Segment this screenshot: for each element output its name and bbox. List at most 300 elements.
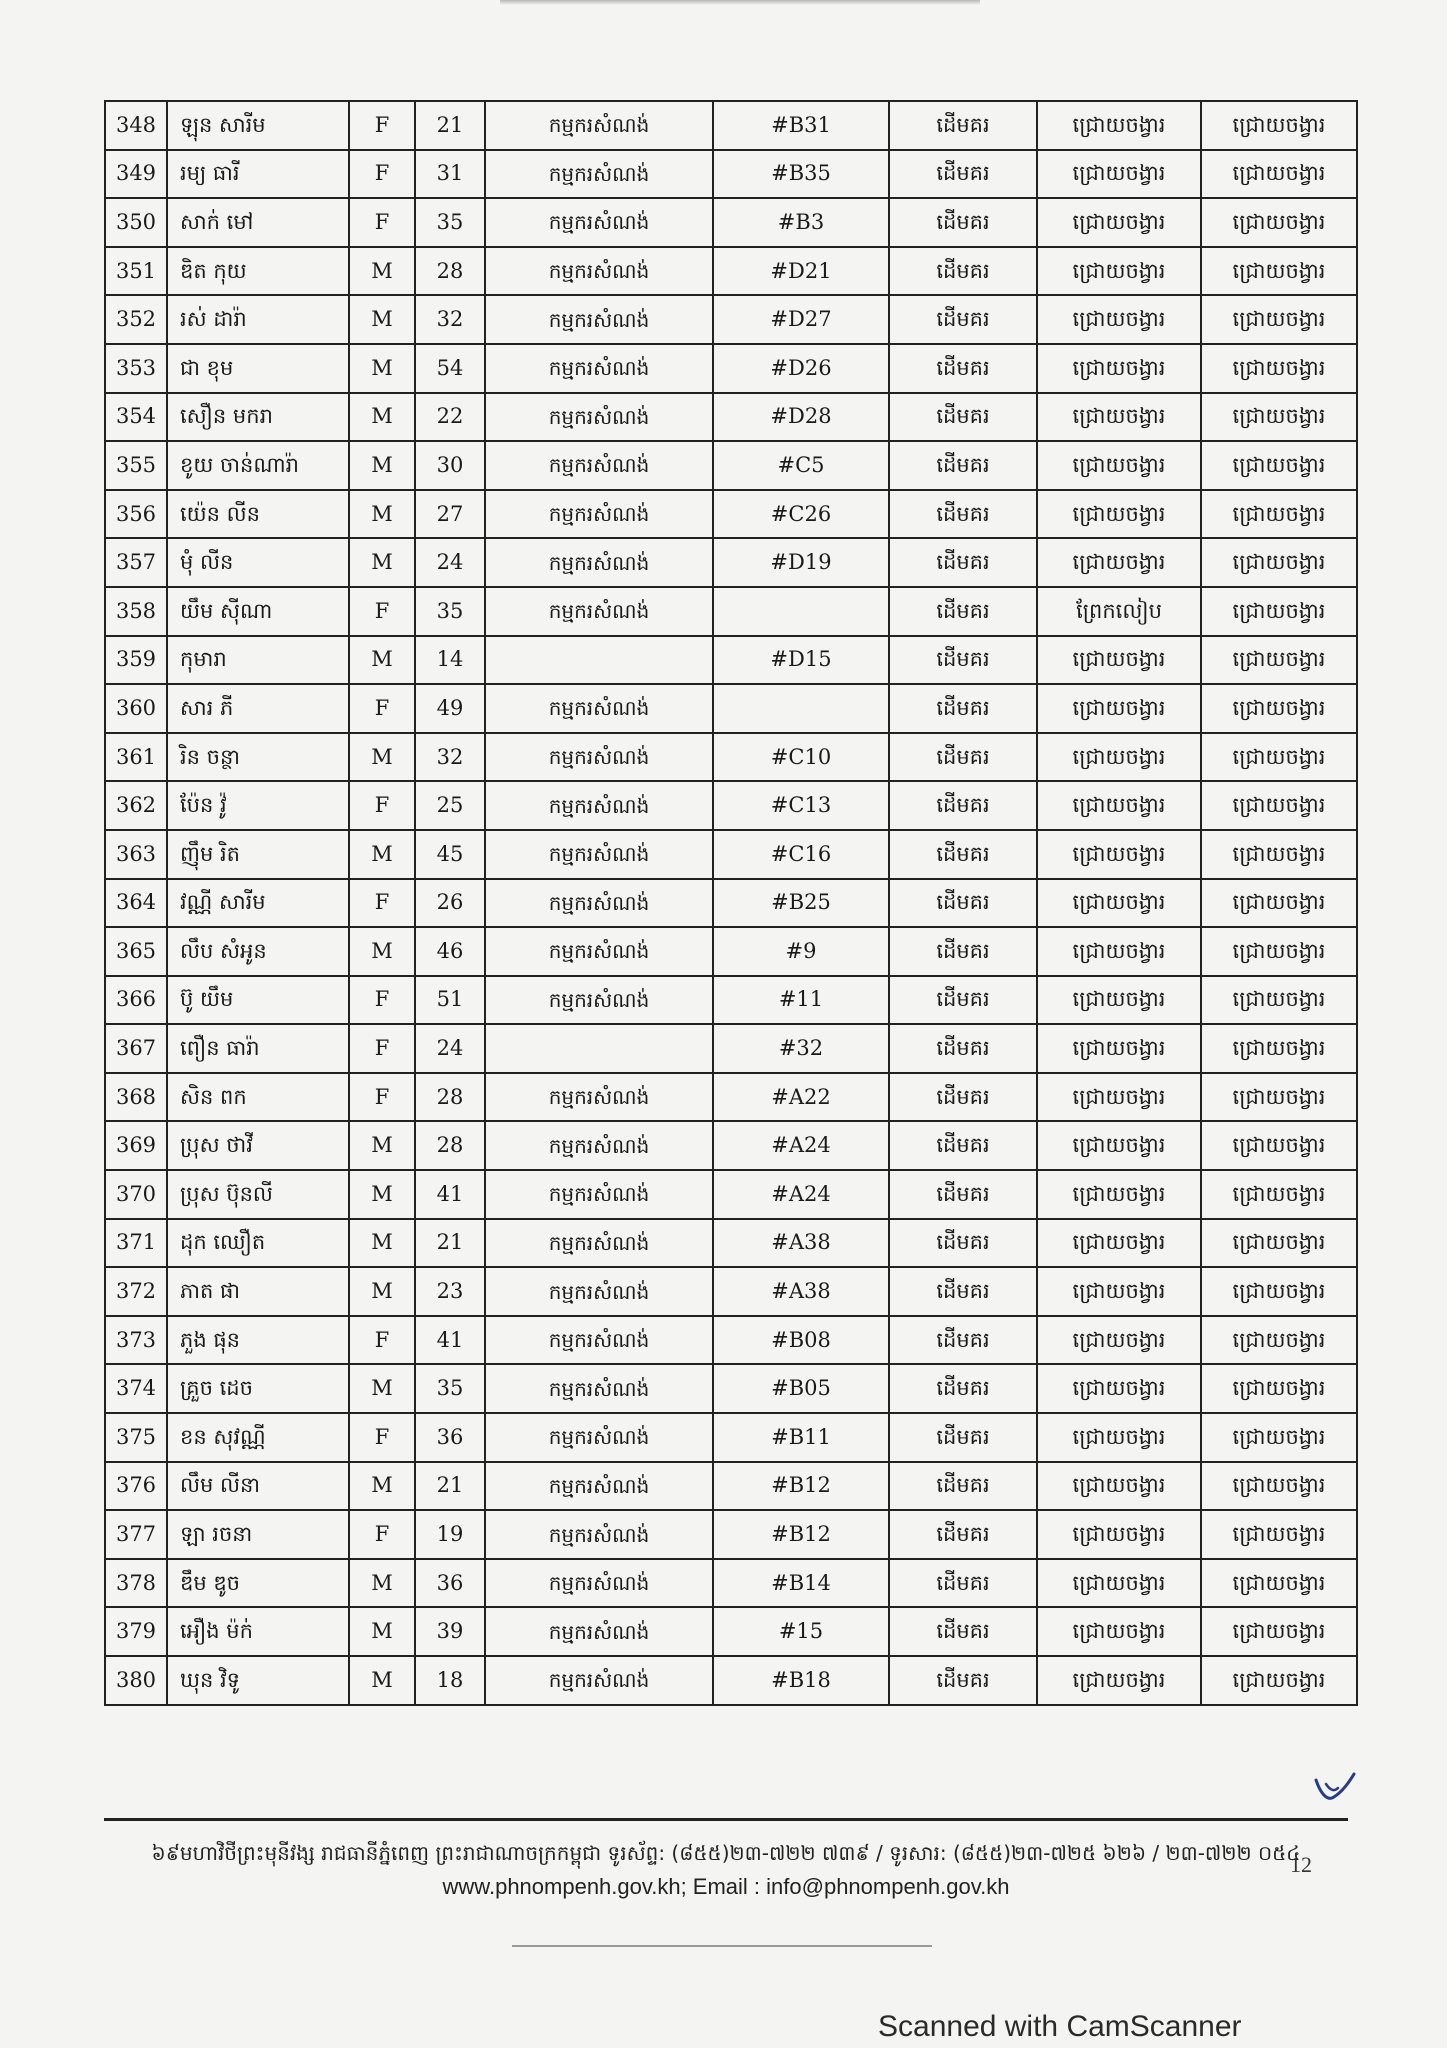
cell-age: 28 xyxy=(415,1121,485,1170)
cell-house-number: #B31 xyxy=(713,101,889,150)
cell-age: 30 xyxy=(415,441,485,490)
cell-house-number xyxy=(713,587,889,636)
cell-district: ជ្រោយចង្វារ xyxy=(1201,1510,1357,1559)
cell-sex: M xyxy=(349,1559,415,1608)
cell-age: 41 xyxy=(415,1316,485,1365)
cell-person-name: សារ ភី xyxy=(167,684,349,733)
cell-sex: F xyxy=(349,587,415,636)
table-row xyxy=(105,1170,1357,1219)
cell-age: 28 xyxy=(415,1073,485,1122)
table-row xyxy=(105,441,1357,490)
cell-age: 24 xyxy=(415,1024,485,1073)
cell-age: 36 xyxy=(415,1559,485,1608)
cell-village: ដើមគរ xyxy=(889,538,1037,587)
cell-person-name: ប្រុស ថាវី xyxy=(167,1121,349,1170)
footer-divider xyxy=(104,1818,1348,1821)
cell-person-name: វណ្ណី សារីម xyxy=(167,879,349,928)
cell-house-number: #B05 xyxy=(713,1364,889,1413)
cell-row-number: 373 xyxy=(105,1316,167,1365)
cell-sex: M xyxy=(349,490,415,539)
cell-village: ដើមគរ xyxy=(889,1607,1037,1656)
cell-row-number: 349 xyxy=(105,150,167,199)
cell-village: ដើមគរ xyxy=(889,1656,1037,1705)
cell-occupation: កម្មករសំណង់ xyxy=(485,1559,713,1608)
table-row xyxy=(105,393,1357,442)
cell-person-name: រម្យ ធារី xyxy=(167,150,349,199)
cell-commune: ជ្រោយចង្វារ xyxy=(1037,781,1201,830)
cell-row-number: 360 xyxy=(105,684,167,733)
cell-commune: ជ្រោយចង្វារ xyxy=(1037,1219,1201,1268)
table-row xyxy=(105,344,1357,393)
cell-sex: M xyxy=(349,1462,415,1511)
table-row xyxy=(105,636,1357,685)
cell-commune: ជ្រោយចង្វារ xyxy=(1037,490,1201,539)
cell-house-number: #B12 xyxy=(713,1462,889,1511)
cell-age: 25 xyxy=(415,781,485,830)
cell-village: ដើមគរ xyxy=(889,1219,1037,1268)
cell-district: ជ្រោយចង្វារ xyxy=(1201,1364,1357,1413)
table-row xyxy=(105,1413,1357,1462)
table-row xyxy=(105,1510,1357,1559)
table-row xyxy=(105,150,1357,199)
cell-house-number: #C13 xyxy=(713,781,889,830)
table-row xyxy=(105,879,1357,928)
table-row xyxy=(105,490,1357,539)
cell-district: ជ្រោយចង្វារ xyxy=(1201,684,1357,733)
cell-occupation: កម្មករសំណង់ xyxy=(485,538,713,587)
cell-person-name: ខូយ ចាន់ណារ៉ា xyxy=(167,441,349,490)
cell-district: ជ្រោយចង្វារ xyxy=(1201,198,1357,247)
cell-commune: ជ្រោយចង្វារ xyxy=(1037,1559,1201,1608)
cell-person-name: ភួង ផុន xyxy=(167,1316,349,1365)
cell-house-number: #C10 xyxy=(713,733,889,782)
table-row xyxy=(105,1656,1357,1705)
cell-district: ជ្រោយចង្វារ xyxy=(1201,781,1357,830)
cell-village: ដើមគរ xyxy=(889,1121,1037,1170)
cell-house-number: #B25 xyxy=(713,879,889,928)
cell-sex: M xyxy=(349,927,415,976)
cell-occupation: កម្មករសំណង់ xyxy=(485,295,713,344)
cell-district: ជ្រោយចង្វារ xyxy=(1201,636,1357,685)
cell-row-number: 367 xyxy=(105,1024,167,1073)
cell-row-number: 377 xyxy=(105,1510,167,1559)
cell-person-name: សឿន មករា xyxy=(167,393,349,442)
cell-sex: M xyxy=(349,1656,415,1705)
cell-village: ដើមគរ xyxy=(889,1462,1037,1511)
cell-row-number: 368 xyxy=(105,1073,167,1122)
cell-village: ដើមគរ xyxy=(889,1510,1037,1559)
cell-village: ដើមគរ xyxy=(889,150,1037,199)
table-row xyxy=(105,927,1357,976)
table-row xyxy=(105,976,1357,1025)
cell-district: ជ្រោយចង្វារ xyxy=(1201,393,1357,442)
cell-sex: M xyxy=(349,1364,415,1413)
cell-house-number: #C16 xyxy=(713,830,889,879)
cell-commune: ជ្រោយចង្វារ xyxy=(1037,1024,1201,1073)
cell-occupation xyxy=(485,1024,713,1073)
page-number: 12 xyxy=(1290,1852,1312,1877)
cell-occupation: កម្មករសំណង់ xyxy=(485,830,713,879)
cell-age: 21 xyxy=(415,1462,485,1511)
cell-occupation: កម្មករសំណង់ xyxy=(485,733,713,782)
cell-village: ដើមគរ xyxy=(889,198,1037,247)
cell-sex: F xyxy=(349,684,415,733)
cell-house-number: #15 xyxy=(713,1607,889,1656)
cell-commune: ជ្រោយចង្វារ xyxy=(1037,1073,1201,1122)
cell-row-number: 351 xyxy=(105,247,167,296)
cell-age: 23 xyxy=(415,1267,485,1316)
cell-sex: M xyxy=(349,393,415,442)
cell-row-number: 348 xyxy=(105,101,167,150)
cell-village: ដើមគរ xyxy=(889,733,1037,782)
cell-person-name: ដុក ឈឿត xyxy=(167,1219,349,1268)
table-row xyxy=(105,684,1357,733)
cell-person-name: យឹម ស៊ីណា xyxy=(167,587,349,636)
cell-sex: M xyxy=(349,441,415,490)
cell-house-number: #9 xyxy=(713,927,889,976)
cell-age: 35 xyxy=(415,1364,485,1413)
cell-commune: ជ្រោយចង្វារ xyxy=(1037,976,1201,1025)
cell-occupation: កម្មករសំណង់ xyxy=(485,150,713,199)
cell-village: ដើមគរ xyxy=(889,1316,1037,1365)
cell-village: ដើមគរ xyxy=(889,781,1037,830)
cell-age: 41 xyxy=(415,1170,485,1219)
table-row xyxy=(105,1219,1357,1268)
cell-occupation: កម្មករសំណង់ xyxy=(485,1364,713,1413)
cell-sex: M xyxy=(349,1219,415,1268)
cell-village: ដើមគរ xyxy=(889,1364,1037,1413)
cell-row-number: 358 xyxy=(105,587,167,636)
cell-person-name: យ៉េន លីន xyxy=(167,490,349,539)
cell-commune: ជ្រោយចង្វារ xyxy=(1037,247,1201,296)
cell-district: ជ្រោយចង្វារ xyxy=(1201,927,1357,976)
cell-sex: F xyxy=(349,150,415,199)
cell-district: ជ្រោយចង្វារ xyxy=(1201,587,1357,636)
cell-house-number: #D15 xyxy=(713,636,889,685)
scan-top-shadow xyxy=(500,0,980,5)
cell-person-name: ឡា រចនា xyxy=(167,1510,349,1559)
cell-row-number: 365 xyxy=(105,927,167,976)
cell-occupation: កម្មករសំណង់ xyxy=(485,441,713,490)
cell-occupation: កម្មករសំណង់ xyxy=(485,1607,713,1656)
cell-sex: M xyxy=(349,344,415,393)
cell-village: ដើមគរ xyxy=(889,1024,1037,1073)
cell-house-number: #D27 xyxy=(713,295,889,344)
cell-district: ជ្រោយចង្វារ xyxy=(1201,1121,1357,1170)
cell-commune: ជ្រោយចង្វារ xyxy=(1037,1170,1201,1219)
cell-occupation: កម្មករសំណង់ xyxy=(485,781,713,830)
cell-occupation: កម្មករសំណង់ xyxy=(485,927,713,976)
cell-occupation: កម្មករសំណង់ xyxy=(485,1316,713,1365)
cell-house-number: #A38 xyxy=(713,1267,889,1316)
cell-house-number: #C5 xyxy=(713,441,889,490)
cell-sex: F xyxy=(349,781,415,830)
cell-house-number: #B11 xyxy=(713,1413,889,1462)
cell-commune: ជ្រោយចង្វារ xyxy=(1037,441,1201,490)
cell-commune: ជ្រោយចង្វារ xyxy=(1037,1267,1201,1316)
table-row xyxy=(105,587,1357,636)
cell-commune: ជ្រោយចង្វារ xyxy=(1037,393,1201,442)
cell-occupation: កម្មករសំណង់ xyxy=(485,587,713,636)
cell-occupation xyxy=(485,636,713,685)
cell-house-number: #D19 xyxy=(713,538,889,587)
cell-commune: ជ្រោយចង្វារ xyxy=(1037,1656,1201,1705)
cell-village: ដើមគរ xyxy=(889,1559,1037,1608)
cell-person-name: កុមារា xyxy=(167,636,349,685)
cell-row-number: 380 xyxy=(105,1656,167,1705)
cell-village: ដើមគរ xyxy=(889,1267,1037,1316)
cell-person-name: មុំ លីន xyxy=(167,538,349,587)
cell-person-name: ជា ខុម xyxy=(167,344,349,393)
cell-occupation: កម្មករសំណង់ xyxy=(485,976,713,1025)
table-row xyxy=(105,1364,1357,1413)
cell-row-number: 362 xyxy=(105,781,167,830)
cell-occupation: កម្មករសំណង់ xyxy=(485,198,713,247)
cell-occupation: កម្មករសំណង់ xyxy=(485,1656,713,1705)
cell-village: ដើមគរ xyxy=(889,1170,1037,1219)
cell-district: ជ្រោយចង្វារ xyxy=(1201,344,1357,393)
table-row xyxy=(105,538,1357,587)
table-row xyxy=(105,1462,1357,1511)
cell-commune: ជ្រោយចង្វារ xyxy=(1037,344,1201,393)
cell-row-number: 355 xyxy=(105,441,167,490)
table-row xyxy=(105,830,1357,879)
table-row xyxy=(105,1607,1357,1656)
table-row xyxy=(105,1073,1357,1122)
cell-commune: ជ្រោយចង្វារ xyxy=(1037,150,1201,199)
cell-village: ដើមគរ xyxy=(889,1413,1037,1462)
cell-occupation: កម្មករសំណង់ xyxy=(485,684,713,733)
table-row xyxy=(105,295,1357,344)
bottom-divider xyxy=(512,1945,932,1947)
cell-person-name: សាក់ មៅ xyxy=(167,198,349,247)
cell-age: 28 xyxy=(415,247,485,296)
cell-district: ជ្រោយចង្វារ xyxy=(1201,1267,1357,1316)
cell-sex: M xyxy=(349,295,415,344)
cell-person-name: ប៉ែន វ៉ូ xyxy=(167,781,349,830)
cell-sex: F xyxy=(349,1510,415,1559)
cell-commune: ជ្រោយចង្វារ xyxy=(1037,1510,1201,1559)
cell-person-name: លឹម លីនា xyxy=(167,1462,349,1511)
cell-age: 36 xyxy=(415,1413,485,1462)
cell-person-name: ប្រុស ប៊ុនលី xyxy=(167,1170,349,1219)
cell-district: ជ្រោយចង្វារ xyxy=(1201,733,1357,782)
table-row xyxy=(105,247,1357,296)
cell-sex: M xyxy=(349,538,415,587)
cell-commune: ជ្រោយចង្វារ xyxy=(1037,1413,1201,1462)
cell-row-number: 378 xyxy=(105,1559,167,1608)
cell-age: 21 xyxy=(415,101,485,150)
cell-sex: F xyxy=(349,101,415,150)
cell-district: ជ្រោយចង្វារ xyxy=(1201,1462,1357,1511)
cell-row-number: 372 xyxy=(105,1267,167,1316)
cell-sex: M xyxy=(349,1267,415,1316)
table-row xyxy=(105,1267,1357,1316)
cell-row-number: 375 xyxy=(105,1413,167,1462)
cell-occupation: កម្មករសំណង់ xyxy=(485,1073,713,1122)
cell-occupation: កម្មករសំណង់ xyxy=(485,1413,713,1462)
cell-house-number: #B08 xyxy=(713,1316,889,1365)
cell-village: ដើមគរ xyxy=(889,247,1037,296)
table-row xyxy=(105,781,1357,830)
cell-village: ដើមគរ xyxy=(889,830,1037,879)
cell-sex: F xyxy=(349,1413,415,1462)
cell-village: ដើមគរ xyxy=(889,101,1037,150)
table-row xyxy=(105,1559,1357,1608)
cell-village: ដើមគរ xyxy=(889,393,1037,442)
cell-age: 39 xyxy=(415,1607,485,1656)
cell-house-number: #A24 xyxy=(713,1170,889,1219)
table-row xyxy=(105,1121,1357,1170)
cell-age: 24 xyxy=(415,538,485,587)
cell-occupation: កម្មករសំណង់ xyxy=(485,1219,713,1268)
cell-person-name: អឿង ម៉ក់ xyxy=(167,1607,349,1656)
cell-sex: F xyxy=(349,198,415,247)
cell-commune: ជ្រោយចង្វារ xyxy=(1037,830,1201,879)
cell-sex: F xyxy=(349,879,415,928)
roster-sheet xyxy=(104,100,1356,1706)
cell-commune: ជ្រោយចង្វារ xyxy=(1037,101,1201,150)
cell-row-number: 357 xyxy=(105,538,167,587)
cell-row-number: 352 xyxy=(105,295,167,344)
cell-row-number: 350 xyxy=(105,198,167,247)
cell-district: ជ្រោយចង្វារ xyxy=(1201,1413,1357,1462)
cell-age: 32 xyxy=(415,295,485,344)
cell-house-number: #C26 xyxy=(713,490,889,539)
cell-age: 31 xyxy=(415,150,485,199)
cell-district: ជ្រោយចង្វារ xyxy=(1201,441,1357,490)
cell-village: ដើមគរ xyxy=(889,295,1037,344)
cell-house-number: #11 xyxy=(713,976,889,1025)
cell-person-name: លឹប សំអូន xyxy=(167,927,349,976)
cell-occupation: កម្មករសំណង់ xyxy=(485,1170,713,1219)
cell-district: ជ្រោយចង្វារ xyxy=(1201,101,1357,150)
cell-house-number: #B3 xyxy=(713,198,889,247)
cell-row-number: 353 xyxy=(105,344,167,393)
cell-age: 54 xyxy=(415,344,485,393)
cell-village: ដើមគរ xyxy=(889,976,1037,1025)
cell-occupation: កម្មករសំណង់ xyxy=(485,1462,713,1511)
cell-row-number: 374 xyxy=(105,1364,167,1413)
cell-age: 18 xyxy=(415,1656,485,1705)
cell-person-name: ខន សុវណ្ណី xyxy=(167,1413,349,1462)
cell-occupation: កម្មករសំណង់ xyxy=(485,1267,713,1316)
roster-body xyxy=(105,101,1357,1705)
cell-house-number: #A22 xyxy=(713,1073,889,1122)
cell-occupation: កម្មករសំណង់ xyxy=(485,247,713,296)
cell-village: ដើមគរ xyxy=(889,587,1037,636)
cell-row-number: 361 xyxy=(105,733,167,782)
cell-district: ជ្រោយចង្វារ xyxy=(1201,1656,1357,1705)
cell-commune: ជ្រោយចង្វារ xyxy=(1037,927,1201,976)
cell-row-number: 376 xyxy=(105,1462,167,1511)
cell-row-number: 354 xyxy=(105,393,167,442)
cell-district: ជ្រោយចង្វារ xyxy=(1201,247,1357,296)
cell-sex: M xyxy=(349,1170,415,1219)
cell-sex: M xyxy=(349,247,415,296)
cell-age: 26 xyxy=(415,879,485,928)
cell-row-number: 370 xyxy=(105,1170,167,1219)
cell-sex: M xyxy=(349,733,415,782)
cell-person-name: ឌឹម ឌូច xyxy=(167,1559,349,1608)
cell-sex: F xyxy=(349,976,415,1025)
table-row xyxy=(105,198,1357,247)
cell-village: ដើមគរ xyxy=(889,879,1037,928)
cell-district: ជ្រោយចង្វារ xyxy=(1201,1316,1357,1365)
cell-commune: ជ្រោយចង្វារ xyxy=(1037,1364,1201,1413)
cell-occupation: កម្មករសំណង់ xyxy=(485,490,713,539)
cell-commune: ជ្រោយចង្វារ xyxy=(1037,198,1201,247)
cell-age: 22 xyxy=(415,393,485,442)
cell-village: ដើមគរ xyxy=(889,344,1037,393)
cell-house-number: #B12 xyxy=(713,1510,889,1559)
cell-house-number: #D21 xyxy=(713,247,889,296)
cell-person-name: សិន ពក xyxy=(167,1073,349,1122)
cell-district: ជ្រោយចង្វារ xyxy=(1201,830,1357,879)
cell-row-number: 371 xyxy=(105,1219,167,1268)
cell-district: ជ្រោយចង្វារ xyxy=(1201,879,1357,928)
cell-person-name: ញ៉ឹម រិត xyxy=(167,830,349,879)
cell-row-number: 364 xyxy=(105,879,167,928)
roster-table xyxy=(104,100,1358,1706)
footer-contact: www.phnompenh.gov.kh; Email : info@phnompenh.gov.kh xyxy=(442,1874,1010,1899)
cell-person-name: ឃុន វិទូ xyxy=(167,1656,349,1705)
cell-age: 19 xyxy=(415,1510,485,1559)
cell-sex: F xyxy=(349,1073,415,1122)
cell-village: ដើមគរ xyxy=(889,490,1037,539)
cell-commune: ជ្រោយចង្វារ xyxy=(1037,879,1201,928)
cell-district: ជ្រោយចង្វារ xyxy=(1201,150,1357,199)
cell-row-number: 359 xyxy=(105,636,167,685)
cell-district: ជ្រោយចង្វារ xyxy=(1201,1219,1357,1268)
cell-person-name: រស់ ដារ៉ា xyxy=(167,295,349,344)
cell-row-number: 363 xyxy=(105,830,167,879)
cell-commune: ជ្រោយចង្វារ xyxy=(1037,1607,1201,1656)
cell-village: ដើមគរ xyxy=(889,684,1037,733)
cell-commune: ជ្រោយចង្វារ xyxy=(1037,733,1201,782)
cell-occupation: កម្មករសំណង់ xyxy=(485,101,713,150)
cell-house-number: #D28 xyxy=(713,393,889,442)
cell-person-name: គ្រួច ដេច xyxy=(167,1364,349,1413)
cell-district: ជ្រោយចង្វារ xyxy=(1201,1607,1357,1656)
cell-occupation: កម្មករសំណង់ xyxy=(485,879,713,928)
cell-occupation: កម្មករសំណង់ xyxy=(485,344,713,393)
cell-person-name: ឌិត កុយ xyxy=(167,247,349,296)
cell-age: 14 xyxy=(415,636,485,685)
cell-sex: F xyxy=(349,1316,415,1365)
scanner-watermark: Scanned with CamScanner xyxy=(878,2010,1242,2043)
cell-commune: ជ្រោយចង្វារ xyxy=(1037,636,1201,685)
cell-sex: M xyxy=(349,1121,415,1170)
cell-house-number: #B35 xyxy=(713,150,889,199)
cell-age: 46 xyxy=(415,927,485,976)
cell-village: ដើមគរ xyxy=(889,927,1037,976)
cell-house-number: #D26 xyxy=(713,344,889,393)
cell-district: ជ្រោយចង្វារ xyxy=(1201,976,1357,1025)
cell-commune: ជ្រោយចង្វារ xyxy=(1037,1121,1201,1170)
cell-district: ជ្រោយចង្វារ xyxy=(1201,1073,1357,1122)
handwritten-check-icon xyxy=(1312,1770,1358,1804)
cell-person-name: ឡុន សារីម xyxy=(167,101,349,150)
cell-age: 51 xyxy=(415,976,485,1025)
cell-occupation: កម្មករសំណង់ xyxy=(485,1121,713,1170)
cell-sex: M xyxy=(349,830,415,879)
cell-commune: ជ្រោយចង្វារ xyxy=(1037,1316,1201,1365)
table-row xyxy=(105,733,1357,782)
cell-row-number: 366 xyxy=(105,976,167,1025)
table-row xyxy=(105,1024,1357,1073)
cell-age: 32 xyxy=(415,733,485,782)
